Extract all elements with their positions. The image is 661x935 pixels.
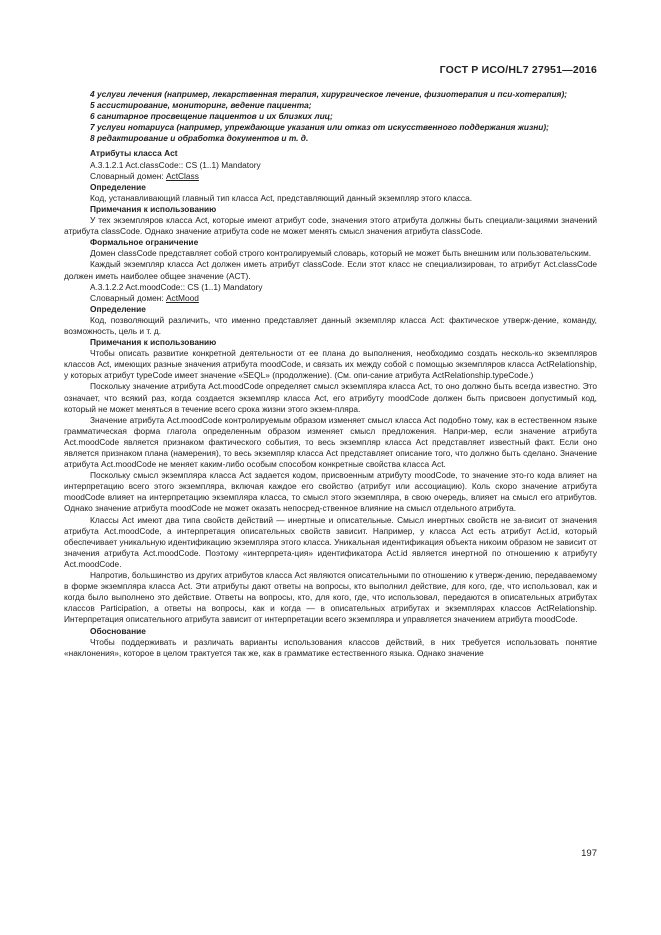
formal-constraint-heading: Формальное ограничение [90, 237, 199, 248]
paragraph: Поскольку значение атрибута Act.moodCode определяет смысл экземпляра класса Act, то оно должно быть всегда известно. Это означает, что всякий раз, когда создается экземпляр класса Act, его атрибуту moodCode должен быть присвоен допустимый код, который не может меняться в течение всего срока жизни этого экзем-пляра. [64, 381, 597, 414]
paragraph: Чтобы описать развитие конкретной деятельности от ее плана до выполнения, необходимо создать несколь-ко экземпляров классов Act, имеющих разные значения атрибута moodCode, и связать их между собой с помощью экземпляров класса ActRelationship, у которых атрибут typeCode имеет значение «SEQL» (продолжение). (См. опи-сание атрибута ActRelationship.typeCode.) [64, 348, 597, 381]
list-item: 8 редактирование и обработка документов и т. д. [90, 133, 309, 144]
page-number: 197 [581, 848, 597, 859]
class-code-definition: Код, устанавливающий главный тип класса Act, представляющий данный экземпляр этого класса. [90, 192, 473, 203]
formal-constraint-text: Каждый экземпляр класса Act должен иметь атрибут classCode. Если этот класс не специализирован, то атрибут Act.classCode должен иметь наиболее общее значение (ACT). [64, 259, 597, 281]
section-heading-act-attributes: Атрибуты класса Act [90, 148, 178, 159]
usage-notes-heading: Примечания к использованию [90, 203, 217, 214]
list-item: 7 услуги нотариуса (например, упреждающие указания или отказ от искусственного поддержания жизни); [90, 122, 549, 133]
class-code-domain [64, 171, 597, 182]
rationale-text: Чтобы поддерживать и различать варианты использования классов действий, в них требуется использовать понятие «наклонения», которое в целом трактуется так же, как в грамматике естественного языка. Однако значение [64, 636, 597, 658]
document-body [64, 89, 597, 659]
list-item: 5 ассистирование, мониторинг, ведение пациента; [90, 100, 312, 111]
class-code-usage-notes: У тех экземпляров класса Act, которые имеют атрибут code, значения этого атрибута должны быть специали-зациями значений атрибута classCode. Однако значение атрибута code не может менять смысл значения атрибута classCode. [64, 215, 597, 237]
formal-constraint-text: Домен classCode представляет собой строго контролируемый словарь, который не может быть внешним или пользовательским. [90, 248, 592, 259]
domain-label: Словарный домен: [90, 292, 166, 303]
paragraph: Значение атрибута Act.moodCode контролируемым образом изменяет смысл класса Act подобно тому, как в естественном языке грамматическая форма глагола определенным образом изменяет смысл предложения. Напри-мер, если значение атрибута Act.moodCode является признаком фактического события, то весь экземпляр класса Act представляет известный факт. Если оно является признаком плана (намерения), то весь экземпляр класса Act представляет описание того, что должно быть сделано. Значение атрибута Act.moodCode не меняет каким-либо особым способом конкретные свойства класса Act. [64, 414, 597, 470]
definition-heading: Определение [90, 303, 146, 314]
paragraph: Напротив, большинство из других атрибутов класса Act являются описательными по отношению к утверж-дению, передаваемому в форме экземпляра класса Act. Эти атрибуты дают ответы на вопросы, кто выполнил действие, для кого, где, что использовал, как и когда было выполнено это действие. Ответы на вопросы, кто, для кого, где, что использовал, передаются в описательных атрибутах классов Participation, а ответы на вопросы, как и когда — в описательных атрибутах и экземплярах классов ActRelationship. Интерпретация описательного атрибута зависит от интерпретации всего экземпляра и управляется значением атрибута moodCode. [64, 570, 597, 625]
definition-heading: Определение [90, 181, 146, 192]
act-mood-link[interactable]: ActMood [165, 292, 199, 303]
mood-code-definition: Код, позволяющий различить, что именно представляет данный экземпляр класса Act: фактическое утверж-дение, команду, возможность, цель и т. д. [64, 314, 597, 336]
usage-notes-heading: Примечания к использованию [90, 337, 217, 348]
mood-code-spec: A.3.1.2.2 Act.moodCode:: CS (1..1) Mandatory [90, 281, 263, 292]
document-header: ГОСТ Р ИСО/HL7 27951—2016 [439, 64, 597, 76]
rationale-heading: Обоснование [90, 625, 146, 636]
act-class-link[interactable]: ActClass [165, 170, 199, 181]
paragraph: Классы Act имеют два типа свойств действий — инертные и описательные. Смысл инертных свойств не за-висит от значения атрибута Act.moodCode, а интерпретация описательных свойств зависит. Например, у класса Act есть атрибут Act.id, который обеспечивает уникальную идентификацию экземпляра этого класса. Уникальная идентификация объекта никоим образом не зависит от значения атрибута Act.moodCode. Поэтому «интерпрета-ция» идентификатора Act.id является инертной по отношению к атрибуту Act.moodCode. [64, 514, 597, 569]
mood-code-domain [64, 293, 597, 304]
list-item: 4 услуги лечения (например, лекарственная терапия, хирургическое лечение, физиотерапия и пси-хотерапия); [90, 89, 568, 99]
list-item: 6 санитарное просвещение пациентов и их близких лиц; [90, 111, 333, 122]
paragraph: Поскольку смысл экземпляра класса Act задается кодом, присвоенным атрибуту moodCode, то значение это-го кода влияет на интерпретацию всего этого экземпляра, включая каждое его свойство (атрибут или ассоциацию). Коль скоро значение атрибута moodCode влияет на интерпретацию экземпляра класса, то смысл этого экземпляра, в свою очередь, влияет на смысл его атрибутов. Однако значение атрибута moodCode не может оказать непосред-ственное влияние на смысл отдельного атрибута. [64, 470, 597, 514]
class-code-spec: A.3.1.2.1 Act.classCode:: CS (1..1) Mandatory [90, 159, 261, 170]
domain-label: Словарный домен: [90, 170, 166, 181]
